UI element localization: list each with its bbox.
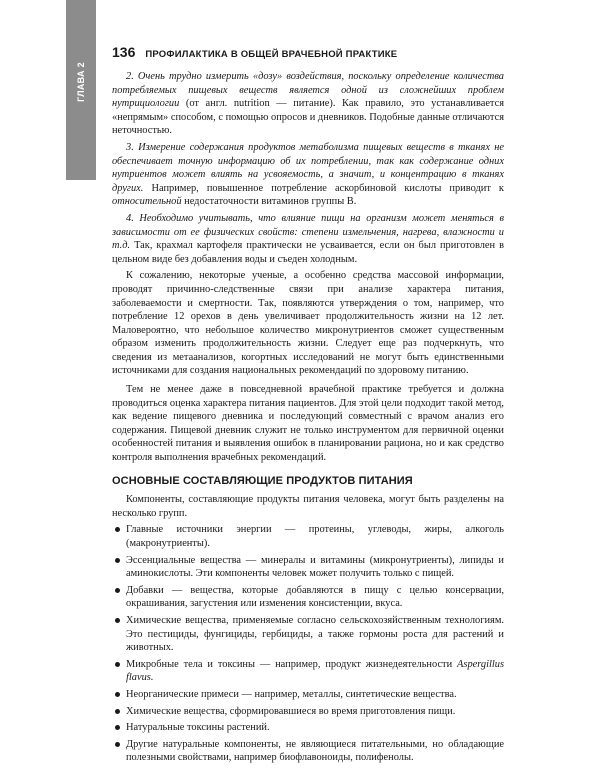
point-2-italic: 2. Очень трудно измерить «дозу» воздействия, поскольку определение количества потребляемых пищевых веществ является одной из сложнейших проблем нутрициологии: [112, 71, 504, 110]
list-item: Натуральные токсины растений.: [112, 721, 504, 735]
chapter-side-tab: [66, 0, 96, 180]
point-4: [112, 212, 504, 266]
running-title: ПРОФИЛАКТИКА В ОБЩЕЙ ВРАЧЕБНОЙ ПРАКТИКЕ: [145, 49, 398, 60]
components-list: [112, 523, 504, 765]
point-3-italic-word: относительной: [112, 196, 182, 208]
point-2: [112, 70, 504, 138]
section-heading: ОСНОВНЫЕ СОСТАВЛЯЮЩИЕ ПРОДУКТОВ ПИТАНИЯ: [112, 474, 413, 487]
page-number: 136: [112, 44, 136, 60]
list-item: [112, 658, 504, 685]
point-3-italic: 3. Измерение содержания продуктов метаболизма пищевых веществ в тканях не обеспечивает точную информацию об их потреблении, так как содержание одних нутриентов может влиять на усвояемость, а значит, и концентрацию в тканях других.: [112, 141, 504, 194]
point-3-text: Например, повышенное потребление аскорбиновой кислоты приводит к: [143, 182, 504, 194]
page-body: [112, 70, 504, 768]
point-4-text: Так, крахмал картофеля практически не усваивается, если он был приготовлен в цельном виде без добавления воды и съеден холодным.: [112, 240, 504, 265]
toxins-species: Aspergillus flavus.: [126, 658, 504, 684]
list-item: Химические вещества, применяемые согласно сельскохозяйственным технологиям. Это пестициды, фунгициды, гербициды, а также гормоны роста для растений и животных.: [112, 614, 504, 655]
paragraph-food-diary: Тем не менее даже в повседневной врачебной практике требуется и должна проводиться оценка характера питания пациентов. Для этой цели подходит такой метод, как ведение пищевого дневника и последующий совместный с врачом анализ его содержания. Пищевой дневник служит не только инструментом для первичной оценки особенностей питания и выявления ошибок в планировании рациона, но и как средство контроля выполнения врачебных рекомендаций.: [112, 384, 504, 464]
list-item: Добавки — вещества, которые добавляются в пищу с целью консервации, окрашивания, загустения или изменения консистенции, вкуса.: [112, 584, 504, 611]
point-3-text-end: недостаточности витаминов группы В.: [181, 196, 357, 208]
point-2-text: (от англ. nutrition — питание). Как правило, это устанавливается «непрямым» способом, с помощью опросов и дневников. Подобные данные отличаются неточностью.: [112, 98, 504, 137]
toxins-text: Микробные тела и токсины — например, продукт жизнедеятельности: [126, 658, 458, 670]
page-header: [112, 44, 500, 60]
point-4-italic: 4. Необходимо учитывать, что влияние пищи на организм может меняться в зависимости от ее физических свойств: степени измельчения, нагрева, влажности и т.д.: [112, 212, 504, 252]
chapter-label: ГЛАВА 2: [76, 62, 86, 102]
list-item: Химические вещества, сформировавшиеся во время приготовления пищи.: [112, 705, 504, 719]
paragraph-causality: К сожалению, некоторые ученые, а особенно средства массовой информации, проводят причинно-следственные связи при анализе характера питания, заболеваемости и смертности. Так, появляются утверждения о том, например, что потребление 12 орехов в день увеличивает продолжительность жизни на 12 лет. Маловероятно, что небольшое количество микронутриентов сможет существенным образом изменить продолжительность жизни. Следует еще раз подчеркнуть, что сведения из метаанализов, когортных исследований не могут быть единственными источниками для создания национальных рекомендаций по здоровому питанию.: [112, 270, 504, 377]
list-item: Неорганические примеси — например, металлы, синтетические вещества.: [112, 688, 504, 702]
list-item: Эссенциальные вещества — минералы и витамины (микронутриенты), липиды и аминокислоты. Эти компоненты человек может получить только с пищей.: [112, 554, 504, 581]
list-item: Главные источники энергии — протеины, углеводы, жиры, алкоголь (макронутриенты).: [112, 523, 504, 550]
list-item: Другие натуральные компоненты, не являющиеся питательными, но обладающие полезными свойствами, например биофлавоноиды, полифенолы.: [112, 738, 504, 765]
point-3: [112, 141, 504, 209]
section-intro: Компоненты, составляющие продукты питания человека, могут быть разделены на несколько групп.: [112, 494, 504, 519]
